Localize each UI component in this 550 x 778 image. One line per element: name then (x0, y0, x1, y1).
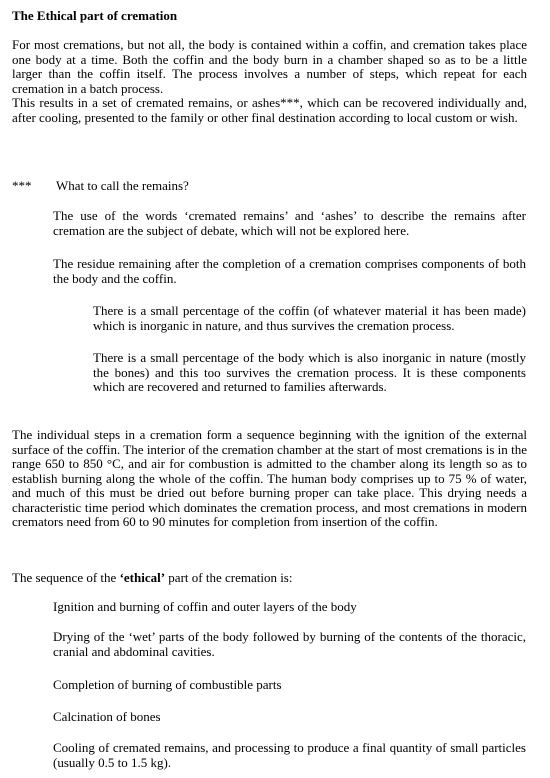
sequence-heading-text: The sequence of the (12, 570, 120, 585)
footnote-heading (12, 179, 527, 194)
list-item: Cooling of cremated remains, and processing to produce a final quantity of small particles (usually 0.5 to 1.5 kg). (53, 740, 526, 770)
footnote-subparagraph-1: There is a small percentage of the coffin (of whatever material it has been made) which is inorganic in nature, and thus survives the cremation process. (93, 303, 526, 333)
footnote-marker: *** (12, 178, 32, 193)
list-item: Drying of the ‘wet’ parts of the body followed by burning of the contents of the thoracic, cranial and abdominal cavities. (53, 629, 526, 659)
footnote-subparagraph-2: There is a small percentage of the body which is also inorganic in nature (mostly the bones) and this too survives the cremation process. It is these components which are recovered and returned to families afterwards. (93, 350, 526, 394)
list-item: Ignition and burning of coffin and outer layers of the body (53, 599, 357, 614)
document-title: The Ethical part of cremation (12, 8, 178, 23)
footnote-paragraph-1: The use of the words ‘cremated remains’ and ‘ashes’ to describe the remains after cremation are the subject of debate, which will not be explored here. (53, 208, 526, 238)
footnote-paragraph-2: The residue remaining after the completion of a cremation comprises components of both the body and the coffin. (53, 256, 526, 286)
intro-paragraph-1: For most cremations, but not all, the body is contained within a coffin, and cremation takes place one body at a time. Both the coffin and the body burn in a chamber shaped so as to be a little larger than the coffin itself. The process involves a number of steps, which repeat for each cremation in a batch process. (12, 37, 527, 96)
sequence-heading-tail: part of the cremation is: (165, 570, 293, 585)
list-item: Calcination of bones (53, 709, 161, 724)
steps-paragraph: The individual steps in a cremation form a sequence beginning with the ignition of the external surface of the coffin. The interior of the cremation chamber at the start of most cremations is in the range 650 to 850 °C, and air for combustion is admitted to the chamber along its length so as to establish burning along the whole of the coffin. The human body comprises up to 75 % of water, and much of this must be dried out before burning proper can take place. This drying needs a characteristic time period which dominates the cremation process, and most cremations in modern cremators need from 60 to 90 minutes for completion from insertion of the coffin. (12, 427, 527, 529)
list-item: Completion of burning of combustible parts (53, 677, 282, 692)
footnote-title: What to call the remains? (56, 178, 189, 193)
intro-section (12, 38, 527, 125)
sequence-heading (12, 571, 292, 586)
intro-paragraph-2: This results in a set of cremated remains, or ashes***, which can be recovered individually and, after cooling, presented to the family or other final destination according to local custom or wish. (12, 95, 527, 125)
sequence-heading-bold: ‘ethical’ (119, 570, 166, 585)
